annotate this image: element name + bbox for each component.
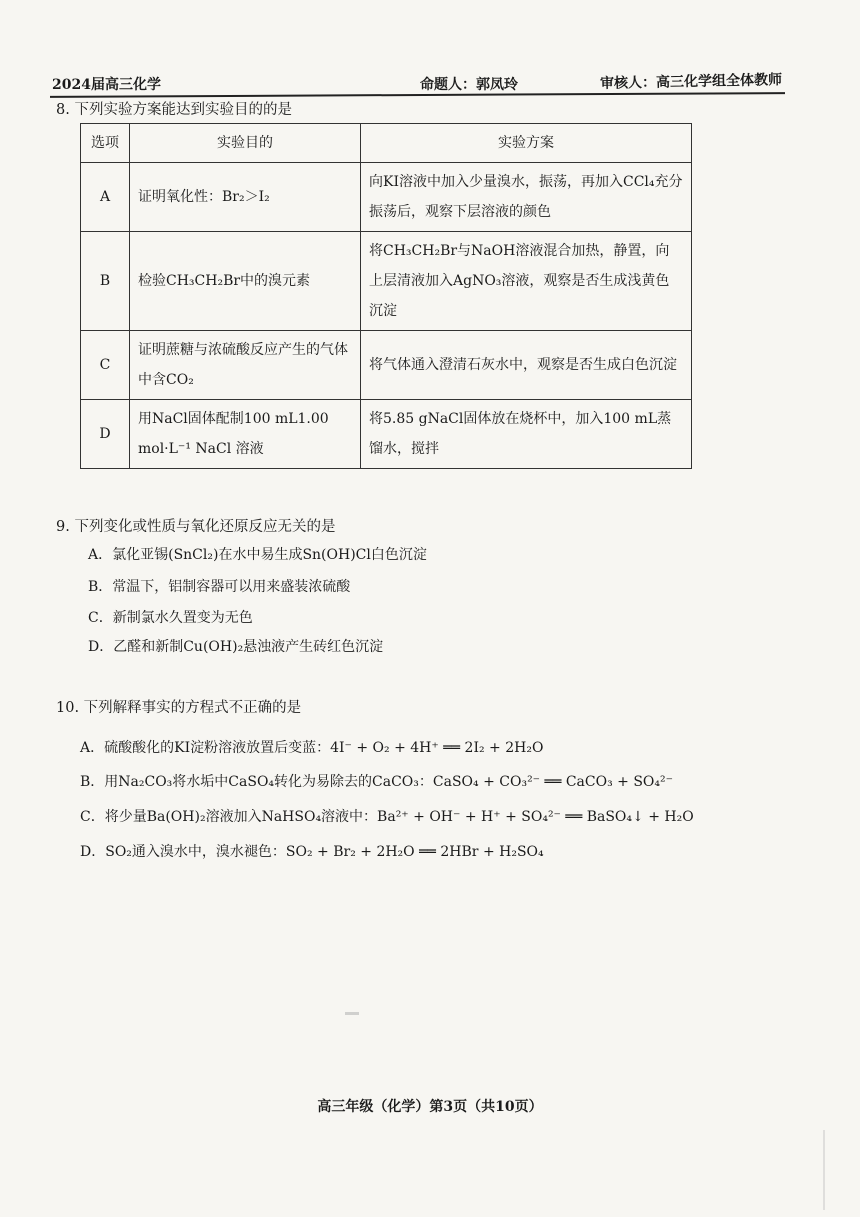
experiment-goal: 证明蔗糖与浓硫酸反应产生的气体中含CO₂	[130, 331, 361, 400]
question-10-choice-b: B．用Na₂CO₃将水垢中CaSO₄转化为易除去的CaCO₃：CaSO₄ + CO₃²⁻ ══ CaCO₃ + SO₄²⁻	[80, 774, 674, 790]
experiment-goal: 检验CH₃CH₂Br中的溴元素	[130, 232, 361, 331]
experiment-plan: 将5.85 gNaCl固体放在烧杯中，加入100 mL蒸馏水，搅拌	[361, 400, 692, 469]
question-9-choice-a: A．氯化亚锡(SnCl₂)在水中易生成Sn(OH)Cl白色沉淀	[88, 547, 427, 563]
table-header-row	[81, 124, 692, 163]
question-9-choice-d: D．乙醛和新制Cu(OH)₂悬浊液产生砖红色沉淀	[88, 639, 384, 655]
table-header-goal: 实验目的	[130, 124, 361, 163]
table-header-plan: 实验方案	[361, 124, 692, 163]
option-label: C	[81, 331, 130, 400]
table-row	[81, 400, 692, 469]
question-10-choice-d: D．SO₂通入溴水中，溴水褪色：SO₂ + Br₂ + 2H₂O ══ 2HBr + H₂SO₄	[80, 844, 544, 860]
scan-smudge	[345, 1012, 359, 1015]
header-course: 2024届高三化学	[52, 77, 161, 93]
experiment-table	[80, 123, 692, 469]
question-9-title: 9. 下列变化或性质与氧化还原反应无关的是	[56, 519, 336, 535]
table-row	[81, 331, 692, 400]
question-9-choice-c: C．新制氯水久置变为无色	[88, 610, 253, 626]
page-footer: 高三年级（化学）第3页（共10页）	[317, 1099, 543, 1115]
question-9-choice-b: B．常温下，铝制容器可以用来盛装浓硫酸	[88, 579, 351, 595]
question-10-choice-a: A．硫酸酸化的KI淀粉溶液放置后变蓝：4I⁻ + O₂ + 4H⁺ ══ 2I₂ + 2H₂O	[80, 740, 544, 756]
header-reviewer: 审核人：高三化学组全体教师	[599, 72, 783, 92]
question-10-title: 10. 下列解释事实的方程式不正确的是	[56, 700, 302, 716]
experiment-goal: 证明氧化性：Br₂＞I₂	[130, 163, 361, 232]
scan-edge-mark	[823, 1130, 825, 1210]
table-header-option: 选项	[81, 124, 130, 163]
option-label: A	[81, 163, 130, 232]
question-10-choice-c: C．将少量Ba(OH)₂溶液加入NaHSO₄溶液中：Ba²⁺ + OH⁻ + H⁺ + SO₄²⁻ ══ BaSO₄↓ + H₂O	[80, 809, 694, 825]
question-8-title: 8. 下列实验方案能达到实验目的的是	[56, 102, 292, 118]
header-author: 命题人：郭凤玲	[420, 77, 518, 93]
experiment-plan: 将CH₃CH₂Br与NaOH溶液混合加热，静置，向上层清液加入AgNO₃溶液，观察是否生成浅黄色沉淀	[361, 232, 692, 331]
table-row	[81, 163, 692, 232]
option-label: B	[81, 232, 130, 331]
option-label: D	[81, 400, 130, 469]
experiment-goal: 用NaCl固体配制100 mL1.00 mol·L⁻¹ NaCl 溶液	[130, 400, 361, 469]
experiment-plan: 向KI溶液中加入少量溴水，振荡，再加入CCl₄充分振荡后，观察下层溶液的颜色	[361, 163, 692, 232]
table-row	[81, 232, 692, 331]
experiment-plan: 将气体通入澄清石灰水中，观察是否生成白色沉淀	[361, 331, 692, 400]
